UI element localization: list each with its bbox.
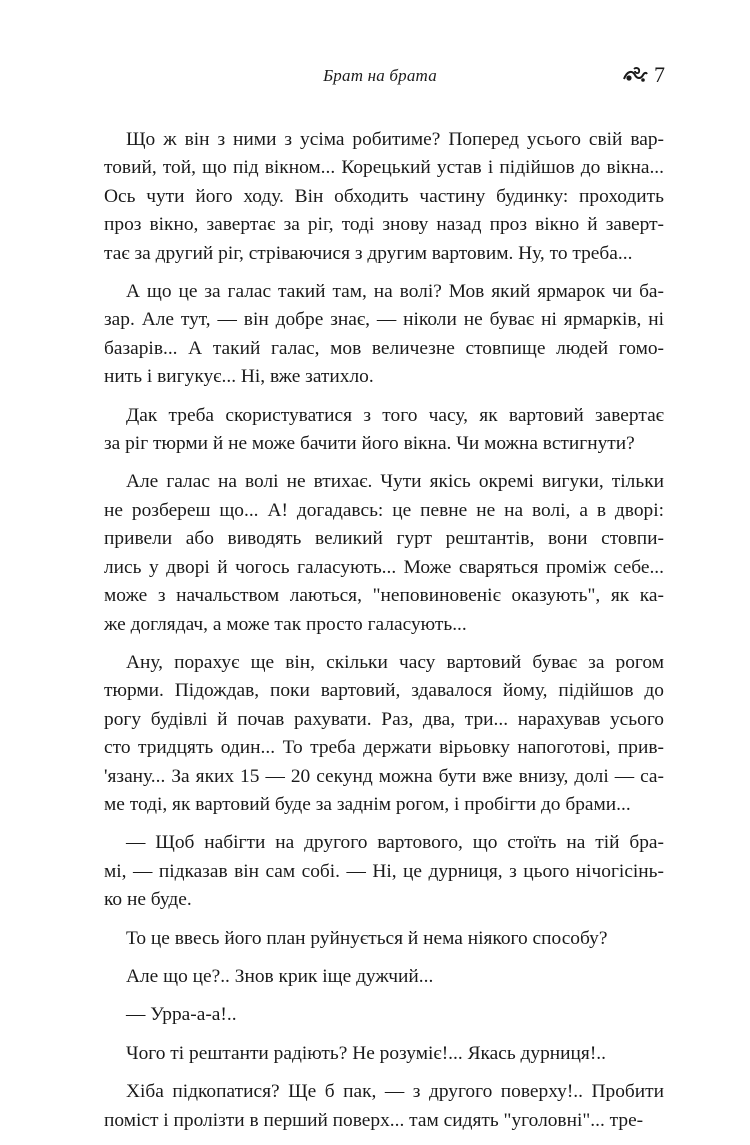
- text-line: Але галас на волі не втихає. Чути якісь окремі вигуки, тільки: [126, 471, 664, 493]
- fleuron-icon: [622, 65, 648, 85]
- text-line: може з начальством лаються, "неповиновеніє оказують", як ка-: [104, 585, 664, 607]
- text-line: Ану, порахує ще він, скільки часу вартовий буває за рогом: [126, 651, 664, 673]
- text-line: нить і вигукує... Ні, вже затихло.: [104, 366, 374, 388]
- text-line: рогу будівлі й почав рахувати. Раз, два, три... нарахував усього: [104, 708, 664, 730]
- text-line: А що це за галас такий там, на волі? Мов який ярмарок чи ба-: [126, 281, 664, 303]
- paragraph: [104, 402, 664, 459]
- text-line: товий, той, що під вікном... Корецький устав і підійшов до вікна...: [104, 157, 664, 179]
- text-line: же доглядач, а може так просто галасують...: [104, 613, 467, 635]
- text-line: ме тоді, як вартовий буде за заднім рогом, і пробігти до брами...: [104, 793, 631, 815]
- page-folio: [622, 62, 665, 88]
- text-line: Що ж він з ними з усіма робитиме? Поперед усього свій вар-: [126, 129, 664, 150]
- text-line: зар. Але тут, — він добре знає, — ніколи не буває ні ярмарків, ні: [104, 309, 664, 331]
- text-line: тюрми. Підождав, поки вартовий, здавалося йому, підійшов до: [104, 680, 664, 702]
- paragraph: [104, 1040, 664, 1068]
- text-line: — Урра-а-а!..: [126, 1004, 237, 1026]
- paragraph: [104, 1078, 664, 1135]
- text-line: проз вікно, завертає за ріг, тоді знову назад проз вікно й заверт-: [104, 214, 664, 236]
- body-text: [104, 126, 664, 1145]
- paragraph: [104, 925, 664, 953]
- text-line: мі, — підказав він сам собі. — Ні, це дурниця, з цього нічогісінь-: [104, 860, 664, 882]
- paragraph: [104, 829, 664, 914]
- paragraph: [104, 649, 664, 819]
- paragraph: [104, 1001, 664, 1029]
- paragraph: [104, 468, 664, 638]
- text-line: Хіба підкопатися? Ще б пак, — з другого поверху!.. Пробити: [126, 1081, 664, 1103]
- text-line: сто тридцять один... То треба держати вірьовку напоготові, прив-: [104, 737, 664, 759]
- text-line: Дак треба скористуватися з того часу, як вартовий завертає: [126, 404, 664, 426]
- text-line: лись у дворі й чогось галасують... Може сваряться проміж себе...: [104, 556, 664, 578]
- text-line: То це ввесь його план руйнується й нема ніякого способу?: [126, 927, 608, 949]
- paragraph: [104, 278, 664, 392]
- paragraph: [104, 126, 664, 268]
- text-line: не розбереш що... А! догадавсь: це певне не на волі, а в дворі:: [104, 499, 664, 521]
- paragraph: [104, 963, 664, 991]
- text-line: за ріг тюрми й не може бачити його вікна. Чи можна встигнути?: [104, 433, 635, 455]
- text-line: привели або виводять великий гурт рештантів, вони стовпи-: [104, 528, 664, 550]
- text-line: — Щоб набігти на другого вартового, що стоїть на тій бра-: [126, 832, 664, 854]
- text-line: 'язану... За яких 15 — 20 секунд можна бути вже внизу, долі — са-: [104, 765, 664, 787]
- running-title: Брат на брата: [323, 66, 437, 85]
- page-number: 7: [654, 62, 665, 87]
- text-line: Ось чути його ходу. Він обходить частину будинку: проходить: [104, 185, 664, 207]
- text-line: тає за другий ріг, стріваючися з другим вартовим. Ну, то треба...: [104, 242, 633, 264]
- text-line: Чого ті рештанти радіють? Не розуміє!... Якась дурниця!..: [126, 1042, 606, 1064]
- text-line: базарів... А такий галас, мов величезне стовпище людей гомо-: [104, 337, 664, 359]
- running-head: [105, 62, 665, 92]
- text-line: Але що це?.. Знов крик іще дужчий...: [126, 965, 434, 987]
- text-line: поміст і пролізти в перший поверх... там сидять "уголовні"... тре-: [104, 1109, 644, 1131]
- text-line: ко не буде.: [104, 889, 192, 911]
